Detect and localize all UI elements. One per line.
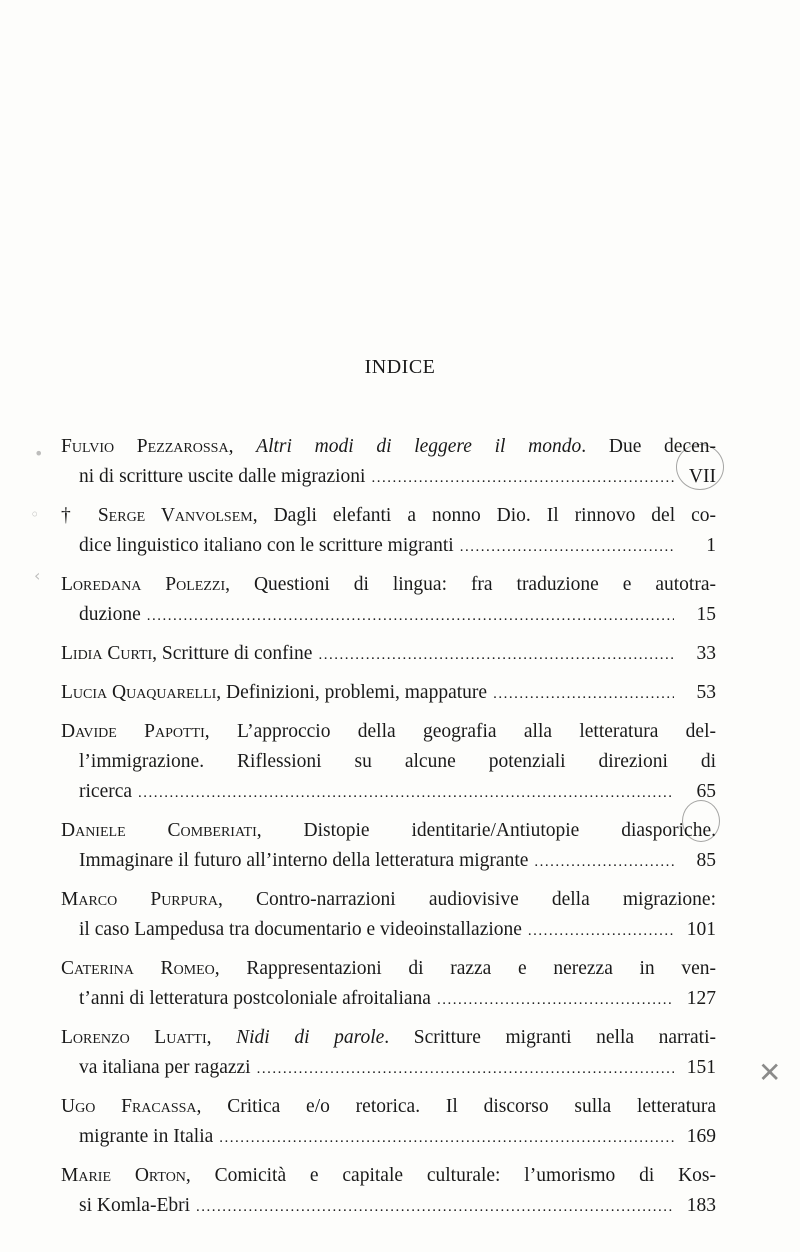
leader-dots [196,1192,674,1222]
entry-title-last-line: dice linguistico italiano con le scritture migranti [79,535,454,556]
entry-title: Definizioni, problemi, mappature [226,682,488,703]
entry-author: Marie Orton [61,1165,186,1186]
entry-author: Ugo Fracassa [61,1096,197,1117]
pencil-circle-mark [682,800,720,842]
leader-dots [493,679,674,709]
entry-title-last-line: ricerca [79,781,133,802]
leader-dots [437,985,674,1015]
entry-author: Lucia Quaquarelli [61,682,217,703]
entry-author: Loredana Polezzi [61,574,226,595]
entry-title-last-line: si Komla-Ebri [79,1195,191,1216]
entry-title-last-line: ni di scritture uscite dalle migrazioni [79,466,366,487]
entry-title-last-line: duzione [79,604,141,625]
pencil-x-mark: ✕ [758,1056,782,1089]
toc-entry [61,1092,716,1153]
toc-entry [61,717,716,808]
entry-title: Contro-narrazioni audiovisive della migrazione: [256,889,716,910]
entry-separator: , [252,505,274,526]
pencil-circle-mark [676,444,724,490]
entry-author: Daniele Comberiati [61,820,257,841]
leader-dots [147,601,674,631]
entry-author: Lorenzo Luatti [61,1027,207,1048]
entry-separator: , [196,1096,228,1117]
entry-author: Davide Papotti [61,721,205,742]
margin-dot-mark: ◦ [30,505,40,524]
entry-title: . Scritture migranti nella narrati- [384,1027,717,1048]
entry-separator: , [204,721,237,742]
index-title: INDICE [364,356,436,378]
page-number: 85 [696,850,716,871]
toc-entry [61,570,716,631]
entry-title-italic: Nidi di parole [236,1027,385,1048]
page-number: 183 [686,1195,716,1216]
leader-dots [528,916,674,946]
leader-dots [534,847,674,877]
entry-separator: , [216,682,227,703]
leader-dots [371,463,674,493]
entry-title: Dagli elefanti a nonno Dio. Il rinnovo del co- [273,505,717,526]
leader-dots [460,532,674,562]
entry-author: Marco Purpura [61,889,218,910]
toc-entry [61,1161,716,1222]
toc-entry [61,885,716,946]
page-number: 151 [686,1057,716,1078]
toc-entry [61,678,716,709]
entry-separator: , [218,889,256,910]
entry-title-last-line: Immaginare il futuro all’interno della letteratura migrante [79,850,529,871]
show-through-texture [90,80,770,288]
leader-dots [318,640,674,670]
page-number: 53 [696,682,716,703]
margin-dot-mark: ‹ [34,566,41,585]
entry-title: Rappresentazioni di razza e nerezza in ven- [246,958,717,979]
entry-title-last-line: va italiana per ragazzi [79,1057,251,1078]
table-of-contents [61,432,716,1230]
page-number: 65 [696,781,716,802]
toc-entry [61,816,716,877]
leader-dots [257,1054,674,1084]
entry-separator: , [206,1027,237,1048]
margin-dot-mark: • [34,444,44,463]
page-number: 1 [706,535,716,556]
entry-title: Critica e/o retorica. Il discorso sulla letteratura [227,1096,717,1117]
page-number: 15 [696,604,716,625]
page-number: 101 [686,919,716,940]
page-number: 33 [696,643,716,664]
toc-entry [61,501,716,562]
entry-separator: , [225,574,254,595]
toc-entry [61,432,716,493]
page-number: 169 [686,1126,716,1147]
toc-entry [61,1023,716,1084]
leader-dots [219,1123,674,1153]
page-number: 127 [686,988,716,1009]
entry-separator: , [152,643,162,664]
entry-title: Comicità e capitale culturale: l’umorismo di Kos- [214,1165,716,1186]
page-number: VII [688,466,716,487]
entry-separator: , [214,958,247,979]
entry-author: Caterina Romeo [61,958,215,979]
entry-title-last-line: t’anni di letteratura postcoloniale afroitaliana [79,988,431,1009]
entry-title-continuation: l’immigrazione. Riflessioni su alcune potenziali direzioni di [79,751,716,772]
entry-separator: , [256,820,304,841]
entry-separator: , [185,1165,215,1186]
entry-title-last-line: migrante in Italia [79,1126,214,1147]
entry-title: L’approccio della geografia alla letteratura del- [236,721,717,742]
leader-dots [138,778,674,808]
toc-entry [61,954,716,1015]
entry-title: Distopie identitarie/Antiutopie diasporiche. [303,820,716,841]
entry-title: Questioni di lingua: fra traduzione e autotra- [253,574,716,595]
entry-title-last-line: il caso Lampedusa tra documentario e videoinstallazione [79,919,522,940]
entry-title-italic: Altri modi di leggere il mondo [256,436,582,457]
entry-author: Lidia Curti [61,643,153,664]
entry-author: † Serge Vanvolsem [61,505,253,526]
toc-entry [61,639,716,670]
entry-separator: , [228,436,257,457]
entry-title: . Due decen- [581,436,717,457]
entry-author: Fulvio Pezzarossa [61,436,229,457]
entry-title: Scritture di confine [161,643,313,664]
